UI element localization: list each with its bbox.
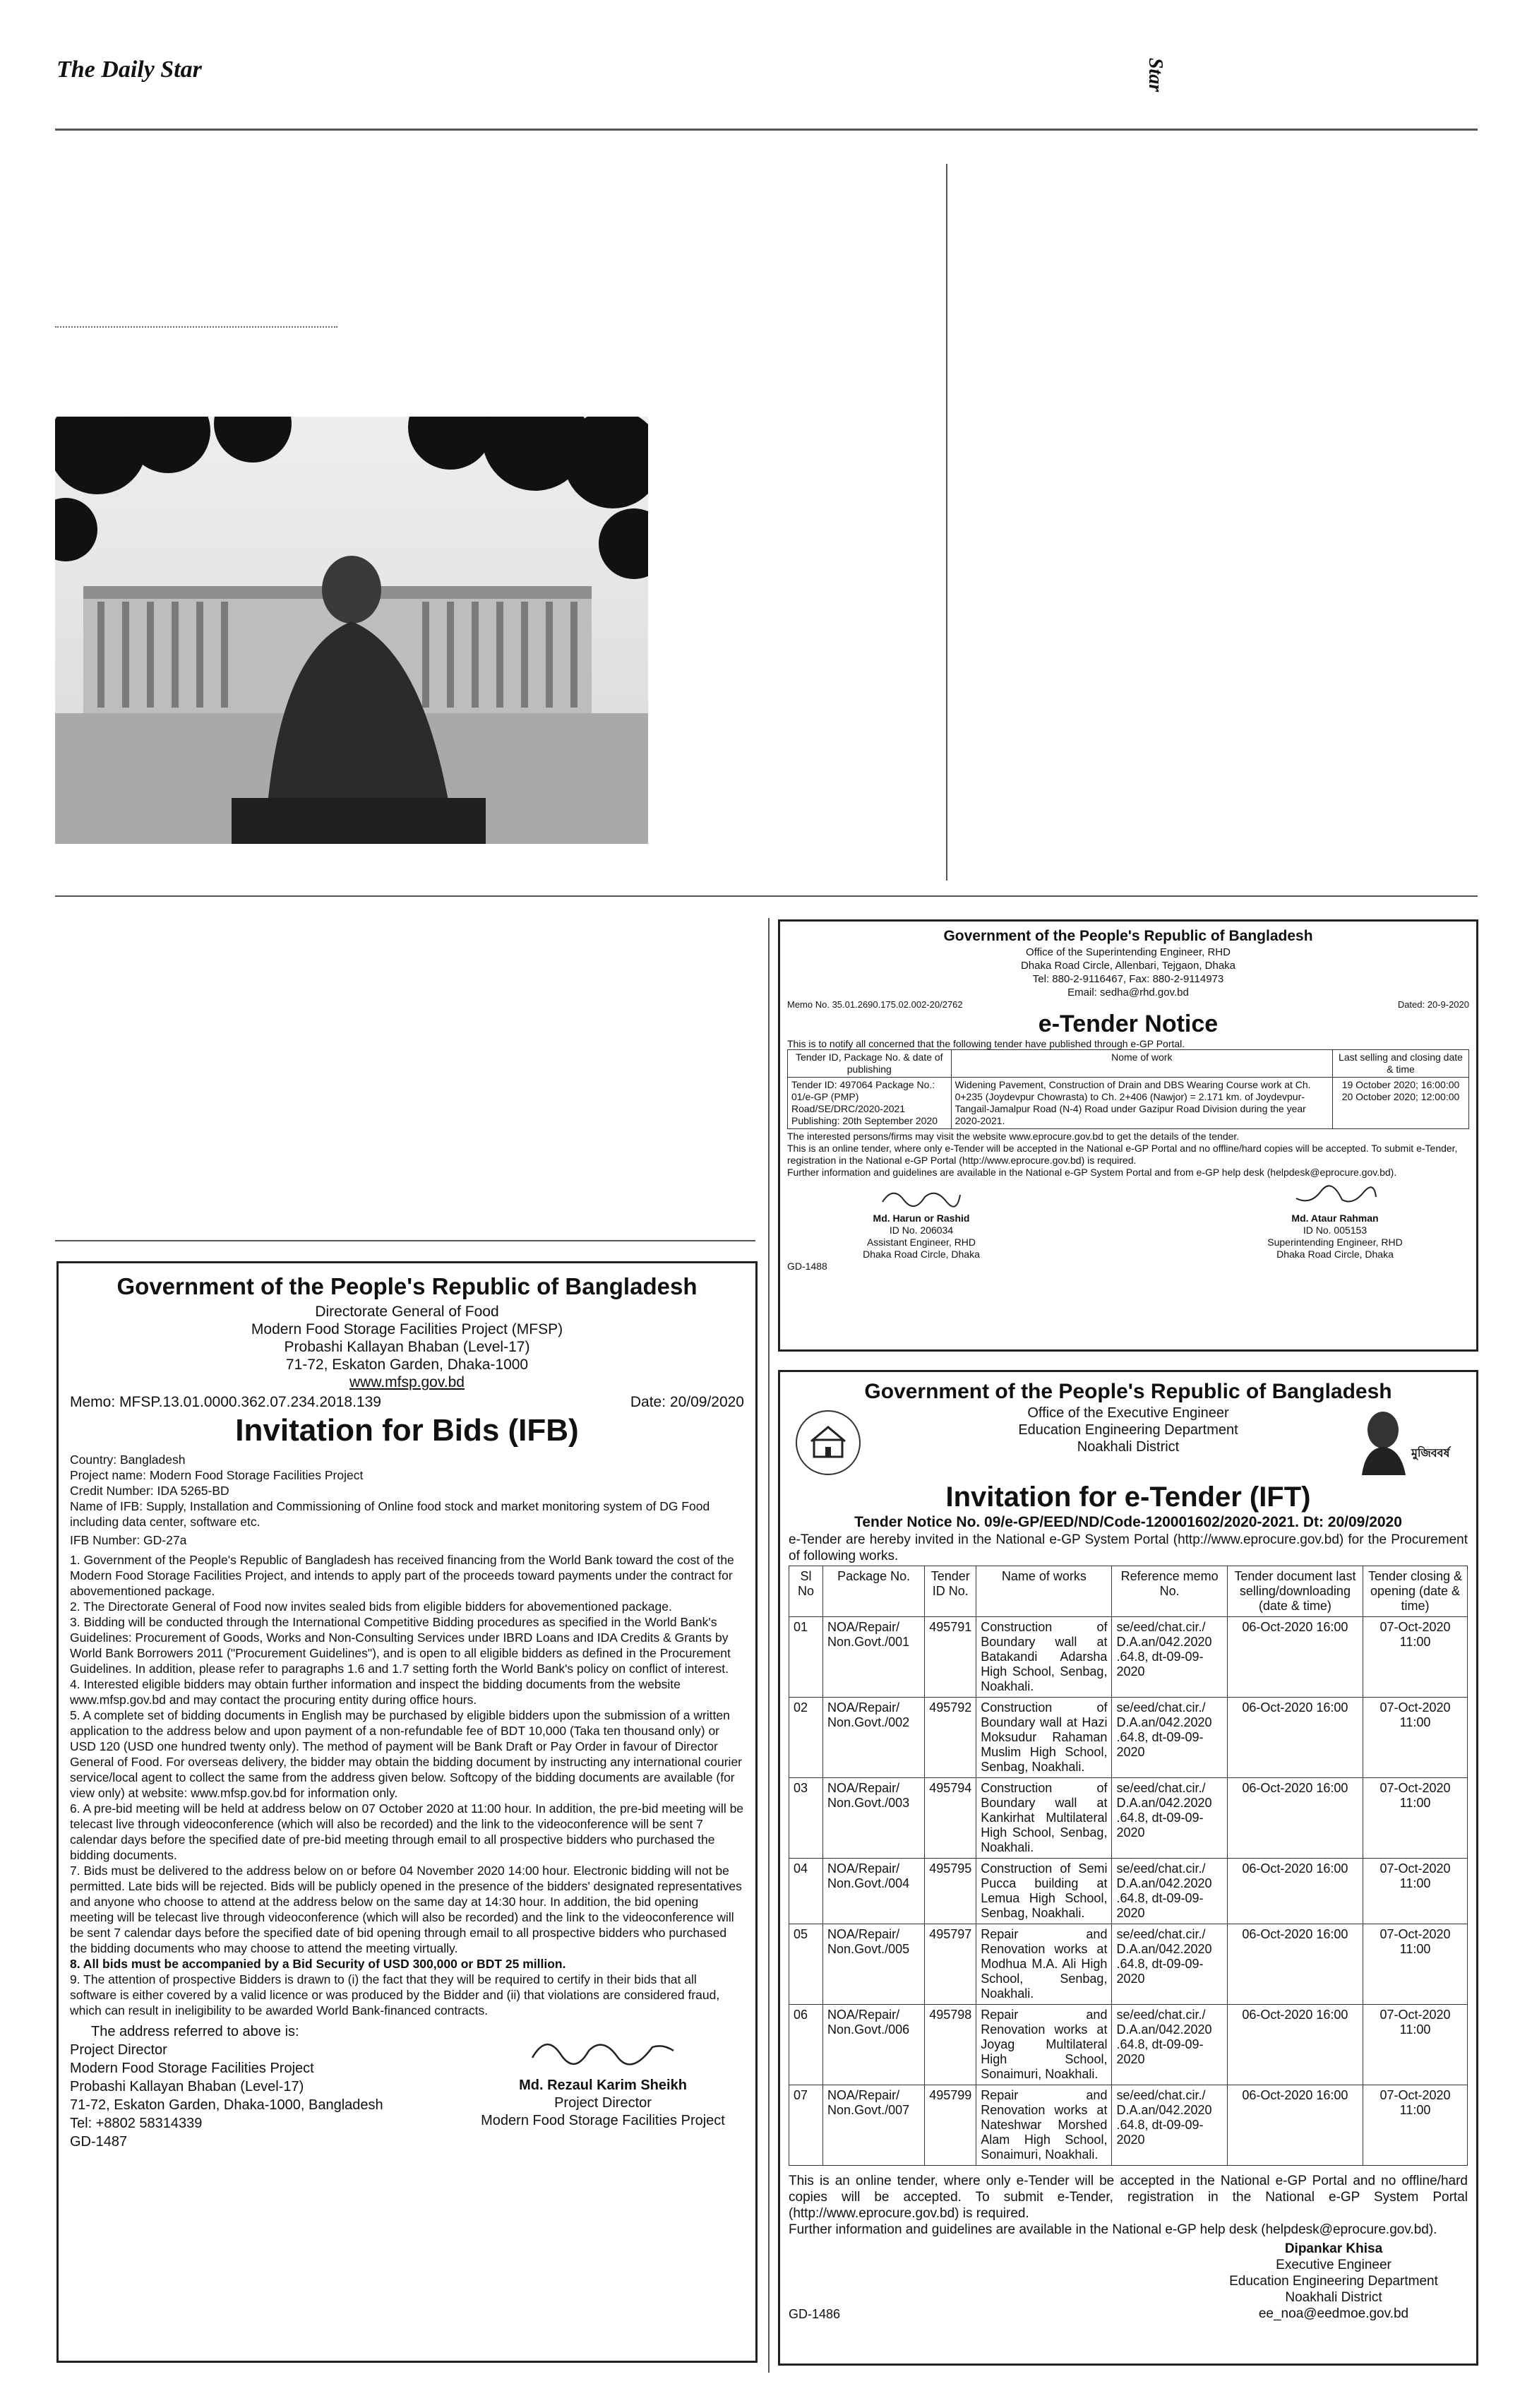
table-cell: 03 xyxy=(789,1778,823,1859)
ifb-paragraph: 8. All bids must be accompanied by a Bid Security of USD 300,000 or BDT 25 million. xyxy=(70,1957,566,1971)
table-row xyxy=(788,1078,1469,1129)
table-cell: 06-Oct-2020 16:00 xyxy=(1227,2005,1363,2085)
rhd-note: Further information and guidelines are available in the National e-GP System Portal and from e-GP help desk (helpdesk@eprocure.gov.bd). xyxy=(787,1167,1397,1178)
table-cell: se/eed/chat.cir./ D.A.an/042.2020 .64.8, dt-09-09-2020 xyxy=(1112,1859,1227,1924)
ifb-address-line: Probashi Kallayan Bhaban (Level-17) xyxy=(70,2079,304,2094)
table-header-row xyxy=(789,1566,1468,1617)
table-cell: 06-Oct-2020 16:00 xyxy=(1227,1778,1363,1859)
rhd-header-line: Tel: 880-2-9116467, Fax: 880-2-9114973 xyxy=(1032,973,1224,985)
table-cell: NOA/Repair/ Non.Govt./005 xyxy=(823,1924,925,2005)
table-cell: Construction of Semi Pucca building at Lemua High School, Senbag, Noakhali. xyxy=(976,1859,1112,1924)
table-cell: Construction of Boundary wall at Hazi Moksudur Rahaman Muslim High School, Senbag, Noakhali. xyxy=(976,1698,1112,1778)
masthead-logo: The Daily Star xyxy=(56,56,202,83)
rhd-intro: This is to notify all concerned that the following tender have published through e-GP Portal. xyxy=(787,1038,1185,1049)
table-cell: se/eed/chat.cir./ D.A.an/042.2020 .64.8, dt-09-09-2020 xyxy=(1112,1924,1227,2005)
ifb-signer-name: Md. Rezaul Karim Sheikh xyxy=(519,2078,687,2093)
table-header-cell: Tender ID No. xyxy=(925,1566,976,1617)
ifb-paragraph: 5. A complete set of bidding documents in English may be purchased by eligible bidders upon the submission of a written application to the address below and upon payment of a non-refundable fee of BDT 10,000 (Taka ten thousand only) or USD 120 (USD one hundred twenty only). The method of payment will be Bank Draft or Pay Order in favour of Director General of Food. For overseas delivery, the bidder may obtain the bidding document by instructing any international courier service/local agent to collect the same from the address given below. Softcopy of the bidding documents are available (for view only) at website: www.mfsp.gov.bd for information only. xyxy=(70,1708,743,1800)
ifb-date: Date: 20/09/2020 xyxy=(630,1394,744,1410)
table-header-cell: Last selling and closing date & time xyxy=(1332,1050,1468,1078)
table-cell: 495792 xyxy=(925,1698,976,1778)
ifb-address-line: Project Director xyxy=(70,2042,167,2058)
table-cell: 06 xyxy=(789,2005,823,2085)
rhd-date: Dated: 20-9-2020 xyxy=(1397,999,1469,1010)
ifb-address-line: 71-72, Eskaton Garden, Dhaka-1000, Bangladesh xyxy=(70,2097,383,2113)
table-row xyxy=(789,1924,1468,2005)
table-cell: 06-Oct-2020 16:00 xyxy=(1227,1859,1363,1924)
table-cell: 06-Oct-2020 16:00 xyxy=(1227,2085,1363,2166)
ifb-address-line: Tel: +8802 58314339 xyxy=(70,2116,203,2131)
table-cell: NOA/Repair/ Non.Govt./007 xyxy=(823,2085,925,2166)
eed-header-line: Office of the Executive Engineer xyxy=(1027,1405,1229,1421)
ifb-header-line: Probashi Kallayan Bhaban (Level-17) xyxy=(284,1339,530,1355)
table-header-cell: Sl No xyxy=(789,1566,823,1617)
dotted-divider xyxy=(55,326,337,328)
table-cell: 07-Oct-2020 11:00 xyxy=(1363,1859,1468,1924)
table-cell: 19 October 2020; 16:00:00 20 October 2020; 12:00:00 xyxy=(1332,1078,1468,1129)
rhd-signer-left-line: ID No. 206034 xyxy=(889,1224,954,1236)
masthead-rule xyxy=(55,129,1478,131)
ifb-meta: Credit Number: IDA 5265-BD xyxy=(70,1484,229,1498)
table-cell: NOA/Repair/ Non.Govt./001 xyxy=(823,1617,925,1698)
ifb-paragraph: 1. Government of the People's Republic of Bangladesh has received financing from the World Bank toward the cost of the Modern Food Storage Facilities Project, and intends to apply part of the proceeds toward payments under the contract for abovementioned package. xyxy=(70,1553,734,1598)
rhd-signer-left-line: Dhaka Road Circle, Dhaka xyxy=(863,1248,980,1260)
ifb-address-line: Modern Food Storage Facilities Project xyxy=(70,2061,314,2076)
eed-header-line: Noakhali District xyxy=(1077,1439,1180,1455)
ifb-meta: IFB Number: GD-27a xyxy=(70,1533,187,1547)
table-cell: NOA/Repair/ Non.Govt./004 xyxy=(823,1859,925,1924)
eed-note: Further information and guidelines are available in the National e-GP help desk (helpdesk@eprocure.gov.bd). xyxy=(789,2222,1437,2237)
table-row xyxy=(789,2085,1468,2166)
table-cell: se/eed/chat.cir./ D.A.an/042.2020 .64.8, dt-09-09-2020 xyxy=(1112,1698,1227,1778)
portrait-emblem xyxy=(1355,1405,1461,1475)
rhd-memo: Memo No. 35.01.2690.175.02.002-20/2762 xyxy=(787,999,963,1010)
table-cell: 495798 xyxy=(925,2005,976,2085)
table-header-cell: Package No. xyxy=(823,1566,925,1617)
table-cell: 06-Oct-2020 16:00 xyxy=(1227,1924,1363,2005)
eed-signer-line: Education Engineering Department xyxy=(1229,2274,1438,2289)
eed-signer-line: Executive Engineer xyxy=(1276,2258,1392,2272)
table-header-cell: Nome of work xyxy=(951,1050,1332,1078)
table-cell: 01 xyxy=(789,1617,823,1698)
table-cell: 07-Oct-2020 11:00 xyxy=(1363,1698,1468,1778)
eed-note: This is an online tender, where only e-Tender will be accepted in the National e-GP Portal and no offline/hard copies will be accepted. To submit e-Tender, registration in the National e-GP System Portal (http://www.eprocure.gov.bd) is required. xyxy=(789,2174,1468,2221)
building-icon xyxy=(807,1421,849,1464)
table-cell: Construction of Boundary wall at Kankirhat Multilateral High School, Senbag, Noakhali. xyxy=(976,1778,1112,1859)
table-cell: 06-Oct-2020 16:00 xyxy=(1227,1698,1363,1778)
table-cell: 495797 xyxy=(925,1924,976,2005)
table-cell: 07-Oct-2020 11:00 xyxy=(1363,2005,1468,2085)
table-header-cell: Name of works xyxy=(976,1566,1112,1617)
rhd-signer-right-line: Dhaka Road Circle, Dhaka xyxy=(1276,1248,1394,1260)
section-rule xyxy=(55,895,1478,897)
table-cell: 07-Oct-2020 11:00 xyxy=(1363,1924,1468,2005)
rhd-government-title: Government of the People's Republic of Bangladesh xyxy=(943,928,1313,944)
ifb-header-line: Directorate General of Food xyxy=(315,1304,499,1320)
ifb-title: Invitation for Bids (IFB) xyxy=(235,1413,579,1448)
eed-header-line: Education Engineering Department xyxy=(1018,1422,1238,1438)
table-cell: 02 xyxy=(789,1698,823,1778)
table-row xyxy=(789,1617,1468,1698)
eed-tender-table xyxy=(789,1566,1468,2166)
table-cell: 495795 xyxy=(925,1859,976,1924)
eed-department-logo xyxy=(796,1410,861,1475)
masthead-logo-small: Star xyxy=(1144,57,1167,93)
rhd-note: This is an online tender, where only e-Tender will be accepted in the National e-GP Portal and no offline/hard copies will be accepted. To submit e-Tender, registration in the National e-GP Portal (http://www.eprocure.gov.bd) is required. xyxy=(787,1143,1458,1166)
table-cell: 07-Oct-2020 11:00 xyxy=(1363,1778,1468,1859)
table-cell: Repair and Renovation works at Nateshwar Morshed Alam High School, Sonaimuri, Noakhali. xyxy=(976,2085,1112,2166)
ifb-paragraph: 6. A pre-bid meeting will be held at address below on 07 October 2020 at 11:00 hour. In addition, the pre-bid meeting will be telecast live through videoconference (which will also be recorded) and the link to the videoconference will be sent 7 calendar days before the specified date of pre-bid meeting through email to all prospective bidders who purchased the bidding documents. xyxy=(70,1801,744,1862)
ifb-ad-code: GD-1487 xyxy=(70,2134,128,2150)
table-cell: 05 xyxy=(789,1924,823,2005)
rhd-tender-table xyxy=(787,1049,1469,1129)
table-header-row xyxy=(788,1050,1469,1078)
eed-intro: e-Tender are hereby invited in the National e-GP System Portal (http://www.eprocure.gov.bd) for the Procurement of following works. xyxy=(789,1532,1468,1563)
ifb-meta: Project name: Modern Food Storage Facilities Project xyxy=(70,1468,364,1482)
table-cell: 495791 xyxy=(925,1617,976,1698)
ifb-header-line: 71-72, Eskaton Garden, Dhaka-1000 xyxy=(285,1357,529,1373)
eed-signer-name: Dipankar Khisa xyxy=(1284,2241,1383,2256)
rhd-signer-left-line: Assistant Engineer, RHD xyxy=(866,1236,976,1248)
eed-title: Invitation for e-Tender (IFT) xyxy=(945,1482,1311,1513)
ifb-paragraph: 9. The attention of prospective Bidders is drawn to (i) the fact that they will be required to certify in their bids that all software is either covered by a valid licence or was produced by the Bidder and (ii) that violations are considered fraud, which can result in ineligibility to be awarded World Bank-financed contracts. xyxy=(70,1972,720,2017)
rhd-right-signature xyxy=(1293,1184,1377,1210)
ifb-signer-title: Project Director xyxy=(554,2095,652,2111)
eed-etender-advertisement xyxy=(778,1370,1478,2366)
table-cell: se/eed/chat.cir./ D.A.an/042.2020 .64.8, dt-09-09-2020 xyxy=(1112,2085,1227,2166)
column-divider xyxy=(946,164,947,881)
rhd-note: The interested persons/firms may visit the website www.eprocure.gov.bd to get the details of the tender. xyxy=(787,1131,1240,1142)
parliament-statue-illustration xyxy=(55,417,648,844)
ifb-government-title: Government of the People's Republic of Bangladesh xyxy=(116,1273,698,1299)
rhd-signer-left-name: Md. Harun or Rashid xyxy=(873,1212,970,1224)
table-cell: 06-Oct-2020 16:00 xyxy=(1227,1617,1363,1698)
ifb-paragraph: 4. Interested eligible bidders may obtain further information and inspect the bidding documents from the website www.mfsp.gov.bd and may contact the procuring entity during office hours. xyxy=(70,1677,681,1707)
rhd-header-line: Dhaka Road Circle, Allenbari, Tejgaon, Dhaka xyxy=(1020,960,1236,972)
table-cell: NOA/Repair/ Non.Govt./002 xyxy=(823,1698,925,1778)
ifb-meta: Name of IFB: Supply, Installation and Commissioning of Online food stock and market monitoring system of DG Food including data center, software etc. xyxy=(70,1499,710,1529)
ifb-signer-org: Modern Food Storage Facilities Project xyxy=(481,2113,725,2128)
table-row xyxy=(789,1778,1468,1859)
ifb-signature xyxy=(525,2029,681,2072)
table-header-cell: Reference memo No. xyxy=(1112,1566,1227,1617)
rhd-left-signature xyxy=(879,1184,964,1210)
table-header-cell: Tender ID, Package No. & date of publishing xyxy=(788,1050,952,1078)
table-cell: Tender ID: 497064 Package No.: 01/e-GP (PMP) Road/SE/DRC/2020-2021 Publishing: 20th September 2020 xyxy=(788,1078,952,1129)
ifb-paragraph: 3. Bidding will be conducted through the International Competitive Bidding procedures as specified in the World Bank's Guidelines: Procurement of Goods, Works and Non-Consulting Services under IBRD Loans and IDA Credits & Grants by World Bank Borrowers 2011 ("Procurement Guidelines"), and is open to all eligible bidders as defined in the Procurement Guidelines. In addition, please refer to paragraphs 1.6 and 1.7 setting forth the World Bank's policy on conflict of interest. xyxy=(70,1615,731,1676)
table-cell: se/eed/chat.cir./ D.A.an/042.2020 .64.8, dt-09-09-2020 xyxy=(1112,1778,1227,1859)
rhd-etender-advertisement xyxy=(778,919,1478,1352)
table-cell: se/eed/chat.cir./ D.A.an/042.2020 .64.8, dt-09-09-2020 xyxy=(1112,1617,1227,1698)
rhd-header-line: Office of the Superintending Engineer, RHD xyxy=(1026,946,1231,958)
eed-notice-number: Tender Notice No. 09/e-GP/EED/ND/Code-120001602/2020-2021. Dt: 20/09/2020 xyxy=(854,1514,1402,1530)
eed-government-title: Government of the People's Republic of Bangladesh xyxy=(864,1380,1392,1403)
ifb-address-intro: The address referred to above is: xyxy=(91,2024,299,2039)
table-cell: 495794 xyxy=(925,1778,976,1859)
rhd-ad-code: GD-1488 xyxy=(787,1260,827,1272)
table-row xyxy=(789,2005,1468,2085)
table-cell: 04 xyxy=(789,1859,823,1924)
table-header-cell: Tender document last selling/downloading (date & time) xyxy=(1227,1566,1363,1617)
table-cell: 07 xyxy=(789,2085,823,2166)
ads-column-divider xyxy=(768,918,770,2373)
table-row xyxy=(789,1698,1468,1778)
ifb-advertisement xyxy=(56,1261,758,2363)
rhd-signer-right-line: Superintending Engineer, RHD xyxy=(1267,1236,1403,1248)
rhd-email: Email: sedha@rhd.gov.bd xyxy=(1067,987,1189,999)
rhd-signer-right-name: Md. Ataur Rahman xyxy=(1291,1212,1379,1224)
ifb-memo: Memo: MFSP.13.01.0000.362.07.234.2018.139 xyxy=(70,1394,381,1410)
table-cell: Construction of Boundary wall at Batakandi Adarsha High School, Senbag, Noakhali. xyxy=(976,1617,1112,1698)
table-cell: Widening Pavement, Construction of Drain and DBS Wearing Course work at Ch. 0+235 (Joydevpur Chowrasta) to Ch. 2+406 (Nawjor) = 2.171 km. of Joydevpur-Tangail-Jamalpur Road (N-4) Road under Gazipur Road Division during the year 2020-2021. xyxy=(951,1078,1332,1129)
eed-mujib-year-emblem xyxy=(1355,1405,1461,1475)
table-header-cell: Tender closing & opening (date & time) xyxy=(1363,1566,1468,1617)
news-photo xyxy=(55,417,648,844)
eed-seal-text: মুজিববর্ষ xyxy=(1411,1448,1450,1460)
rhd-signer-right-line: ID No. 005153 xyxy=(1303,1224,1368,1236)
table-cell: 07-Oct-2020 11:00 xyxy=(1363,2085,1468,2166)
ifb-paragraph: 2. The Directorate General of Food now invites sealed bids from eligible bidders for abovementioned package. xyxy=(70,1599,672,1614)
ifb-paragraph: 7. Bids must be delivered to the address below on or before 04 November 2020 14:00 hour. Electronic bidding will not be permitted. Late bids will be rejected. Bids will be publicly opened in the presence of the bidders' designated representatives and anyone who choose to attend at the address below on the same day at 14:30 hour. In addition, the bid opening meeting will be telecast live through videoconference (which will also be recorded) and the link to the videoconference will be sent 7 calendar days before the specified date of bid opening through email to all prospective bidders who purchased the bidding documents who may choose to attend the meeting virtually. xyxy=(70,1864,742,1955)
ifb-meta: Country: Bangladesh xyxy=(70,1453,186,1467)
eed-signer-line: Noakhali District xyxy=(1285,2290,1382,2305)
eed-signer-email: ee_noa@eedmoe.gov.bd xyxy=(1258,2306,1409,2321)
ifb-header-line: Modern Food Storage Facilities Project (MFSP) xyxy=(251,1321,563,1337)
table-cell: NOA/Repair/ Non.Govt./006 xyxy=(823,2005,925,2085)
table-cell: 07-Oct-2020 11:00 xyxy=(1363,1617,1468,1698)
ifb-website-link[interactable]: www.mfsp.gov.bd xyxy=(349,1374,465,1390)
eed-ad-code: GD-1486 xyxy=(789,2307,841,2321)
rhd-title: e-Tender Notice xyxy=(1038,1011,1219,1037)
table-cell: Repair and Renovation works at Joyag Multilateral High School, Sonaimuri, Noakhali. xyxy=(976,2005,1112,2085)
table-cell: 495799 xyxy=(925,2085,976,2166)
table-cell: Repair and Renovation works at Modhua M.A. Ali High School, Senbag, Noakhali. xyxy=(976,1924,1112,2005)
table-cell: NOA/Repair/ Non.Govt./003 xyxy=(823,1778,925,1859)
table-row xyxy=(789,1859,1468,1924)
table-cell: se/eed/chat.cir./ D.A.an/042.2020 .64.8, dt-09-09-2020 xyxy=(1112,2005,1227,2085)
left-section-rule xyxy=(55,1240,755,1241)
